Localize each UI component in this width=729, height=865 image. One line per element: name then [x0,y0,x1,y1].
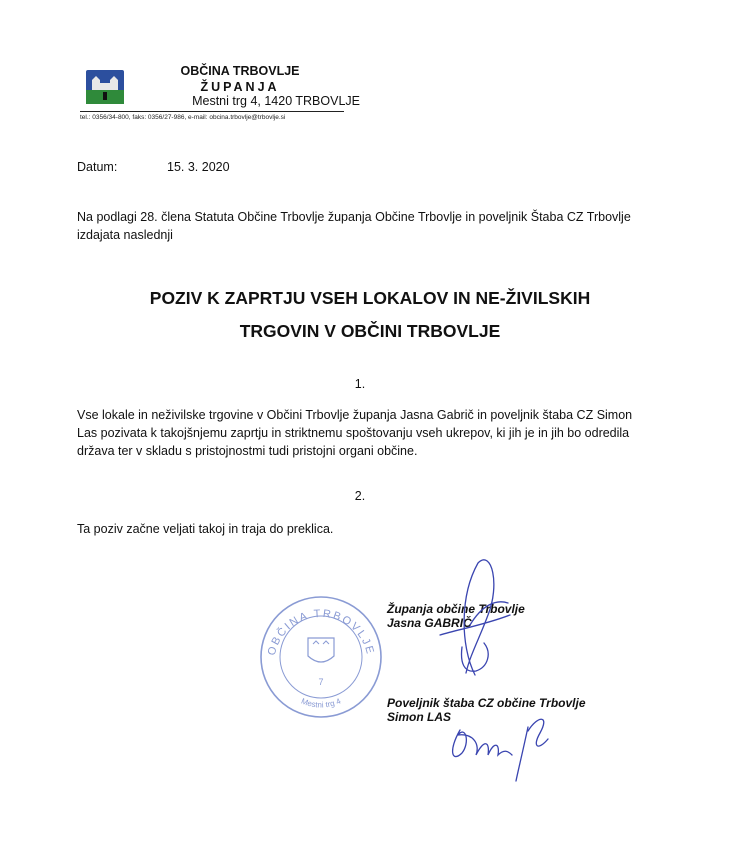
section-number: 2. [354,489,366,503]
stamp-number: 7 [318,677,324,687]
section-text: Vse lokale in neživilske trgovine v Občini Trbovlje županja Jasna Gabrič in poveljnik štaba CZ Simon Las pozivata k takojšnjemu zaprtju in striktnemu spoštovanju vseh ukrepov, ki jih je in jih bo odredila država ter v skladu s pristojnostmi tudi pristojni organi občine. [77,408,633,458]
official-stamp [258,594,384,720]
mayor-name: Jasna GABRIČ [387,616,472,630]
office-name: ŽUPANJA [200,80,280,94]
commander-title: Poveljnik štaba CZ občine Trbovlje [387,696,586,710]
document-title-line2: TRGOVIN V OBČINI TRBOVLJE [239,321,501,341]
stamp-address: Mestni trg 4 [299,696,343,710]
municipality-name: OBČINA TRBOVLJE [180,64,300,78]
stamp-text: OBČINA TRBOVLJE [265,607,377,657]
header-divider [80,111,344,112]
handwritten-signatures [400,555,580,785]
commander-name: Simon LAS [387,710,452,724]
stamp-crest-icon [308,638,334,662]
header-contact: tel.: 0356/34-800, faks: 0356/27-986, e-mail: obcina.trbovlje@trbovlje.si [80,114,286,121]
document-title-line1: POZIV K ZAPRTJU VSEH LOKALOV IN NE-ŽIVILSKIH [149,288,591,308]
header-address: Mestni trg 4, 1420 TRBOVLJE [192,94,360,108]
section-number: 1. [354,377,366,391]
date-value: 15. 3. 2020 [167,160,230,174]
date-label: Datum: [77,160,118,174]
mayor-title: Županja občine Trbovlje [387,602,525,616]
svg-text:OBČINA TRBOVLJE [266,608,376,657]
section-text: Ta poziv začne veljati takoj in traja do preklica. [77,522,334,536]
intro-paragraph: Na podlagi 28. člena Statuta Občine Trbovlje županja Občine Trbovlje in poveljnik Štaba CZ Trbovlje izdajata naslednji [77,210,631,242]
